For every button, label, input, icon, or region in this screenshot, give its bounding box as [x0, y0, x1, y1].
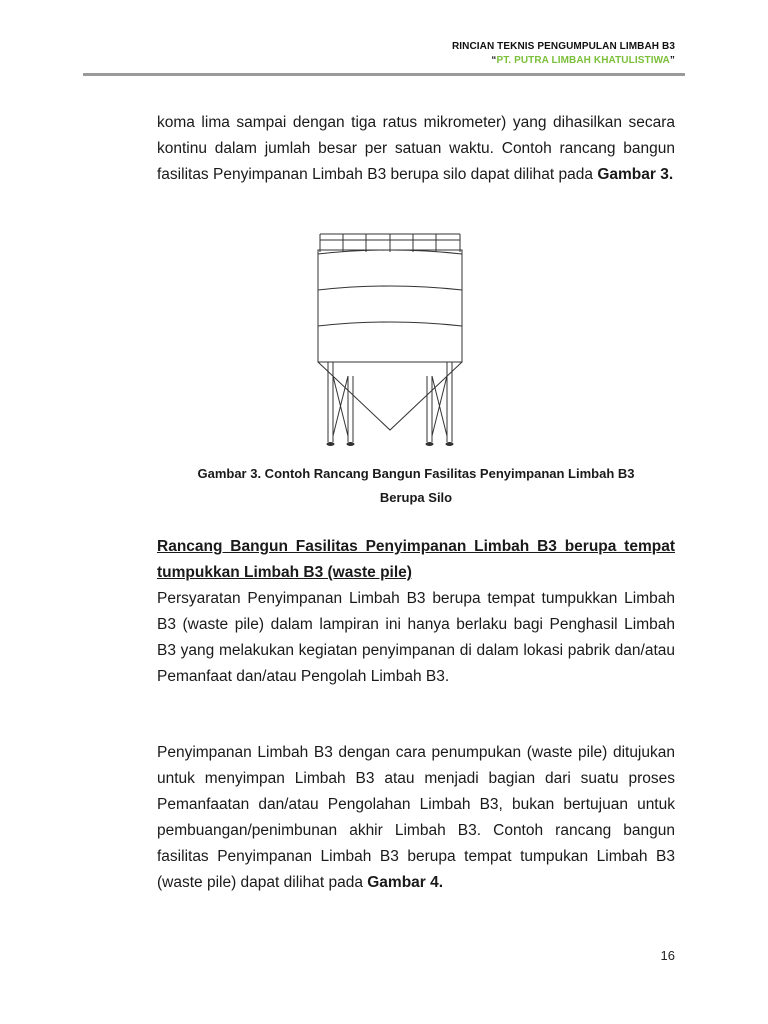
header-company: PT. PUTRA LIMBAH KHATULISTIWA: [496, 55, 670, 66]
figure-3-reference: Gambar 3.: [597, 166, 674, 183]
section-paragraph: Persyaratan Penyimpanan Limbah B3 berupa tempat tumpukkan Limbah B3 (waste pile) dalam lampiran ini hanya berlaku bagi Penghasil Limbah B3 yang melakukan kegiatan penyimpanan di dalam lokasi pabrik dan/atau Pemanfaat dan/atau Pengolah Limbah B3.: [157, 590, 675, 685]
paragraph-waste-pile: [157, 740, 675, 896]
figure-4-reference: Gambar 4.: [367, 874, 444, 891]
section-heading: Rancang Bangun Fasilitas Penyimpanan Limbah B3 berupa tempat tumpukkan Limbah B3 (waste pile): [157, 538, 675, 581]
running-header: [452, 40, 675, 68]
paragraph-waste-pile-text: Penyimpanan Limbah B3 dengan cara penumpukan (waste pile) ditujukan untuk menyimpan Limbah B3 atau menjadi bagian dari suatu proses Pemanfaatan dan/atau Pengolahan Limbah B3, bukan bertujuan untuk pembuangan/penimbunan akhir Limbah B3. Contoh rancang bangun fasilitas Penyimpanan Limbah B3 berupa tempat tumpukan Limbah B3 (waste pile) dapat dilihat pada: [157, 744, 675, 891]
figure-caption: [157, 462, 675, 510]
page-number: 16: [660, 948, 675, 963]
waste-pile-section: [157, 534, 675, 690]
figure-caption-line-2: Berupa Silo: [379, 490, 453, 505]
paragraph-silo-text: koma lima sampai dengan tiga ratus mikrometer) yang dihasilkan secara kontinu dalam jumlah besar per satuan waktu. Contoh rancang bangun fasilitas Penyimpanan Limbah B3 berupa silo dapat dilihat pada: [157, 114, 675, 183]
paragraph-silo-intro: [157, 110, 675, 188]
figure-caption-line-1: Gambar 3. Contoh Rancang Bangun Fasilitas Penyimpanan Limbah B3: [197, 466, 635, 481]
silo-illustration: [314, 226, 466, 452]
header-close-quote: ”: [669, 55, 675, 66]
header-divider: [83, 73, 685, 76]
header-open-quote: “: [491, 55, 497, 66]
header-company-line: [452, 54, 675, 68]
header-title: RINCIAN TEKNIS PENGUMPULAN LIMBAH B3: [451, 41, 675, 52]
